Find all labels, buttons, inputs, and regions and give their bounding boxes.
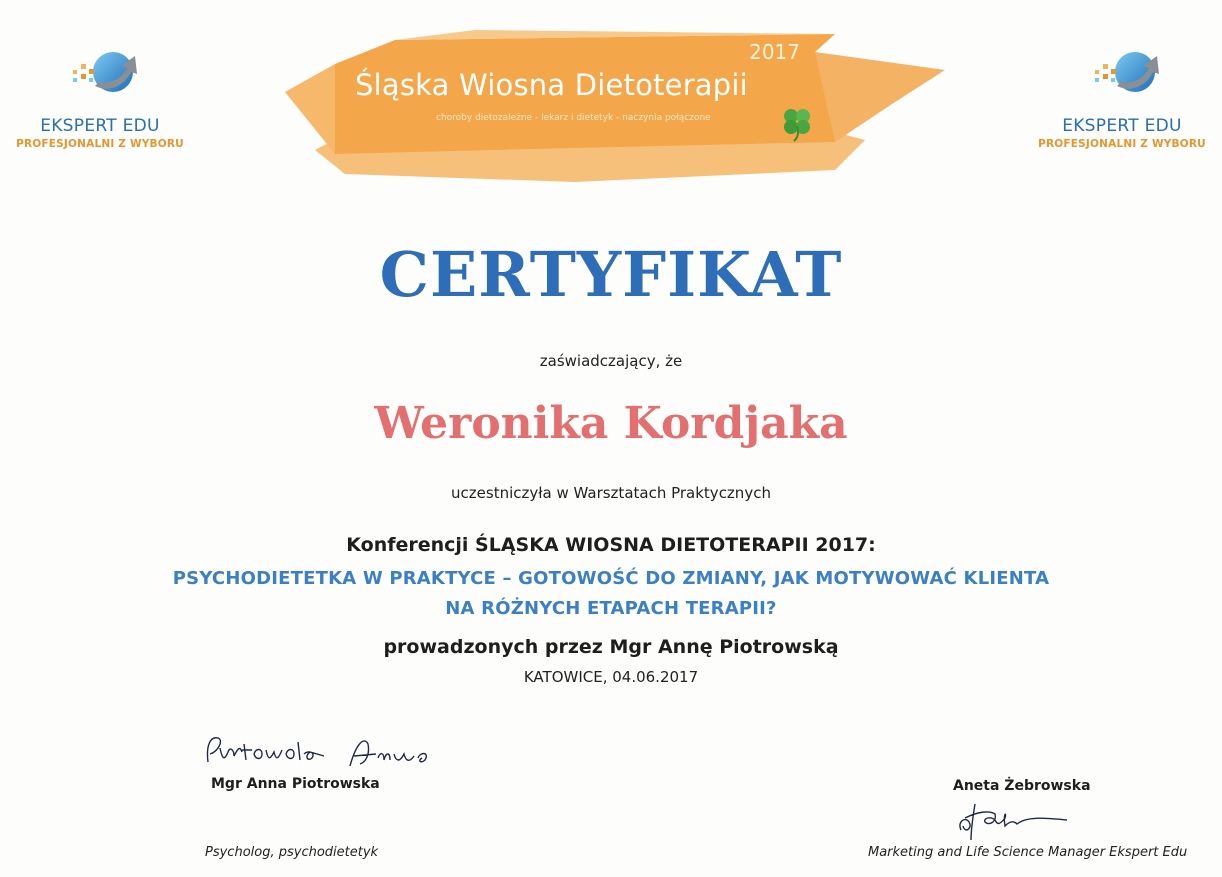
ekspert-edu-logo-icon xyxy=(1077,42,1167,112)
place-date: KATOWICE, 04.06.2017 xyxy=(523,668,699,686)
four-leaf-clover-icon xyxy=(780,106,814,142)
signer-left-role: Psycholog, psychodietetyk xyxy=(205,845,379,860)
signature-right xyxy=(955,796,1075,844)
logo-tagline: PROFESJONALNI Z WYBORU xyxy=(16,138,184,150)
logo-left xyxy=(0,42,200,150)
conference-name: Konferencji ŚLĄSKA WIOSNA DIETOTERAPII 2017: xyxy=(346,534,876,556)
signer-left-name: Mgr Anna Piotrowska xyxy=(211,776,380,792)
conference-banner xyxy=(275,22,955,182)
workshop-topic-line-2: NA RÓŻNYCH ETAPACH TERAPII? xyxy=(445,598,777,619)
led-by-text: prowadzonych przez Mgr Annę Piotrowską xyxy=(383,636,839,658)
recipient-name: Weronika Kordjaka xyxy=(374,398,848,449)
banner-title: Śląska Wiosna Dietoterapii xyxy=(355,68,748,102)
signer-right-name: Aneta Żebrowska xyxy=(953,778,1091,794)
logo-name: EKSPERT EDU xyxy=(1062,116,1182,136)
signer-right-role: Marketing and Life Science Manager Ekspert Edu xyxy=(868,845,1188,860)
intro-text: zaświadczający, że xyxy=(539,352,683,370)
logo-tagline: PROFESJONALNI Z WYBORU xyxy=(1038,138,1206,150)
participation-text: uczestniczyła w Warsztatach Praktycznych xyxy=(451,484,771,502)
signature-left xyxy=(200,722,450,782)
certificate-title: CERTYFIKAT xyxy=(379,238,843,311)
banner-subtitle: choroby dietozależne - lekarz i dietetyk - naczynia połączone xyxy=(436,113,711,123)
banner-year: 2017 xyxy=(749,40,800,64)
logo-right xyxy=(1022,42,1222,150)
logo-name: EKSPERT EDU xyxy=(40,116,160,136)
ekspert-edu-logo-icon xyxy=(55,42,145,112)
workshop-topic-line-1: PSYCHODIETETKA W PRAKTYCE – GOTOWOŚĆ DO ZMIANY, JAK MOTYWOWAĆ KLIENTA xyxy=(172,568,1050,589)
